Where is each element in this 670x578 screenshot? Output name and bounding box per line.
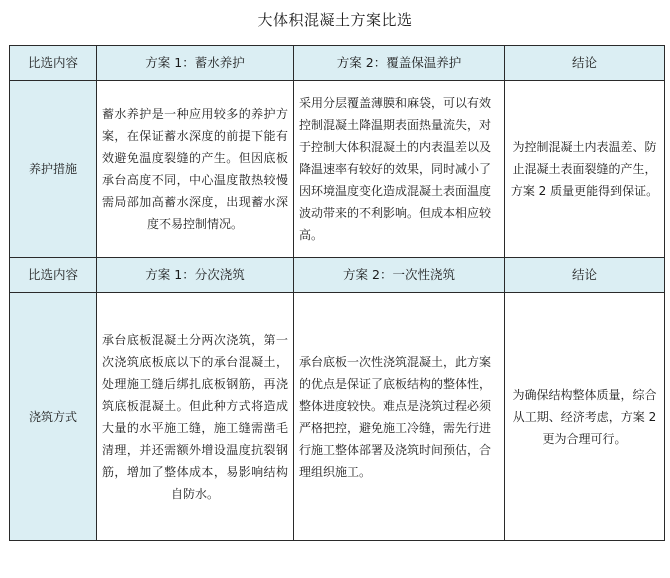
page-title: 大体积混凝土方案比选 [257, 11, 413, 29]
header-cell-option2: 方案 2：一次性浇筑 [294, 258, 505, 293]
header-cell-option1: 方案 1：分次浇筑 [97, 258, 294, 293]
table-row [10, 81, 665, 258]
option1-description: 蓄水养护是一种应用较多的养护方案，在保证蓄水深度的前提下能有效避免温度裂缝的产生。但因底板承台高度不同，中心温度散热较慢需局部加高蓄水深度，出现蓄水深度不易控制情况。 [97, 81, 294, 258]
header-cell-criteria: 比选内容 [10, 46, 97, 81]
row-label-pouring: 浇筑方式 [10, 293, 97, 541]
table-header-row [10, 46, 665, 81]
conclusion-text: 为确保结构整体质量，综合从工期、经济考虑，方案 2 更为合理可行。 [505, 293, 665, 541]
conclusion-text: 为控制混凝土内表温差、防止混凝土表面裂缝的产生，方案 2 质量更能得到保证。 [505, 81, 665, 258]
option2-description: 采用分层覆盖薄膜和麻袋，可以有效控制混凝土降温期表面热量流失，对于控制大体积混凝土的内表温差以及降温速率有较好的效果，同时减小了因环境温度变化造成混凝土表面温度波动带来的不利影响。但成本相应较高。 [294, 81, 505, 258]
table-header-row [10, 258, 665, 293]
header-cell-option1: 方案 1：蓄水养护 [97, 46, 294, 81]
comparison-table [9, 45, 665, 541]
row-label-curing: 养护措施 [10, 81, 97, 258]
header-cell-option2: 方案 2：覆盖保温养护 [294, 46, 505, 81]
header-cell-conclusion: 结论 [505, 46, 665, 81]
header-cell-conclusion: 结论 [505, 258, 665, 293]
option1-description: 承台底板混凝土分两次浇筑，第一次浇筑底板底以下的承台混凝土，处理施工缝后绑扎底板钢筋，再浇筑底板混凝土。但此种方式将造成大量的水平施工缝，施工缝需凿毛清理，并还需额外增设温度抗裂钢筋，增加了整体成本，易影响结构自防水。 [97, 293, 294, 541]
option2-description: 承台底板一次性浇筑混凝土，此方案的优点是保证了底板结构的整体性，整体进度较快。难点是浇筑过程必须严格把控，避免施工冷缝，需先行进行施工整体部署及浇筑时间预估，合理组织施工。 [294, 293, 505, 541]
header-cell-criteria: 比选内容 [10, 258, 97, 293]
table-row [10, 293, 665, 541]
